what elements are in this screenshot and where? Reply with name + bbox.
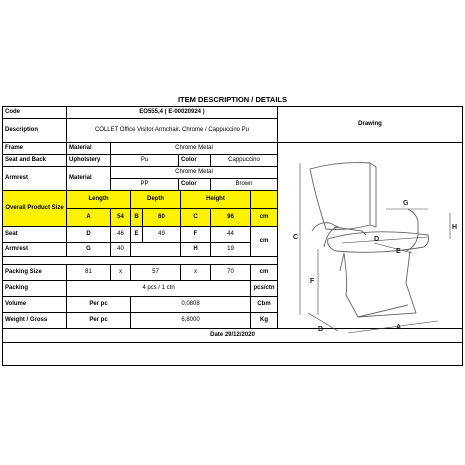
dim-b-letter: B [131, 209, 143, 227]
armrest-color-value: Brown [211, 179, 278, 191]
packing-unit: pcs/ctn [251, 281, 278, 297]
packing-value: 4 pcs / 1 ctn [67, 281, 251, 297]
frame-label: Frame [3, 143, 67, 155]
packing-size-v1: 81 [67, 265, 111, 281]
armrest-label: Armrest [3, 167, 67, 191]
drawing-label-c: C [293, 234, 299, 241]
seat-color-label: Color [179, 155, 211, 167]
date: Date 29/12/2020 [3, 329, 462, 343]
volume-label: Volume [3, 297, 67, 313]
description-label: Description [3, 119, 67, 143]
dim-e-letter: E [131, 227, 143, 243]
dim-g-value: 40 [111, 243, 131, 257]
code-label: Code [3, 107, 67, 119]
dim-h-value: 19 [211, 243, 251, 257]
packing-size-unit: cm [251, 265, 278, 281]
dim-f-letter: F [181, 227, 211, 243]
frame-material: Chrome Metal [111, 143, 278, 155]
depth-label: Depth [131, 191, 181, 209]
description-value: COLLET Office Visitor Armchair, Chrome / Cappuccino Pu [67, 119, 278, 143]
sheet-title: ITEM DESCRIPTION / DETAILS [177, 95, 288, 104]
dims-unit: cm [251, 227, 278, 257]
weight-label: Weight / Gross [3, 313, 67, 329]
seat-label: Seat [3, 227, 67, 243]
volume-value: 0,0808 [131, 297, 251, 313]
armrest-material-top: Chrome Metal [111, 167, 278, 179]
dim-c-letter: C [181, 209, 211, 227]
weight-value: 6,8000 [131, 313, 251, 329]
drawing-title: Drawing [278, 107, 462, 143]
dim-d-letter: D [67, 227, 111, 243]
weight-per: Per pc [67, 313, 131, 329]
length-label: Length [67, 191, 131, 209]
armrest-color-label: Color [179, 179, 211, 191]
armrest-blank [131, 243, 181, 257]
overall-unit: cm [251, 209, 278, 227]
spec-grid [2, 106, 463, 366]
dim-a-value: 54 [111, 209, 131, 227]
frame-material-label: Material [67, 143, 111, 155]
dim-c-value: 96 [211, 209, 251, 227]
weight-unit: Kg [251, 313, 278, 329]
dim-h-letter: H [181, 243, 211, 257]
drawing-label-b: B [318, 326, 324, 333]
packing-size-label: Packing Size [3, 265, 67, 281]
packing-size-v3: 70 [211, 265, 251, 281]
armrest-dim-label: Armrest [3, 243, 67, 257]
packing-size-v2: 57 [131, 265, 181, 281]
drawing-label-g: G [403, 200, 409, 207]
armrest-material-label: Material [67, 167, 111, 191]
armrest-material-bottom: PP [111, 179, 179, 191]
drawing-label-f: F [310, 278, 315, 285]
drawing-label-d: D [374, 236, 380, 243]
drawing-area [278, 143, 462, 333]
chair-drawing-icon [278, 143, 462, 333]
height-label: Height [181, 191, 251, 209]
packing-size-x2: x [181, 265, 211, 281]
dim-d-value: 46 [111, 227, 131, 243]
code-value: EO555,4 ( E-00020924 ) [67, 107, 278, 119]
drawing-label-e: E [396, 248, 401, 255]
upholstery-value: Pu [111, 155, 179, 167]
overall-unit-blank [251, 191, 278, 209]
spec-sheet [2, 94, 463, 366]
volume-per: Per pc [67, 297, 131, 313]
packing-label: Packing [3, 281, 67, 297]
drawing-label-h: H [452, 224, 458, 231]
seat-back-label: Seat and Back [3, 155, 67, 167]
dim-f-value: 44 [211, 227, 251, 243]
spacer-row [3, 257, 278, 265]
volume-unit: Cbm [251, 297, 278, 313]
overall-size-label: Overall Product Size [3, 191, 67, 227]
dim-a-letter: A [67, 209, 111, 227]
drawing-label-a: A [396, 324, 402, 331]
dim-g-letter: G [67, 243, 111, 257]
seat-color-value: Cappuccino [211, 155, 278, 167]
dim-e-value: 49 [143, 227, 181, 243]
dim-b-value: 60 [143, 209, 181, 227]
upholstery-label: Upholstery [67, 155, 111, 167]
packing-size-x1: x [111, 265, 131, 281]
